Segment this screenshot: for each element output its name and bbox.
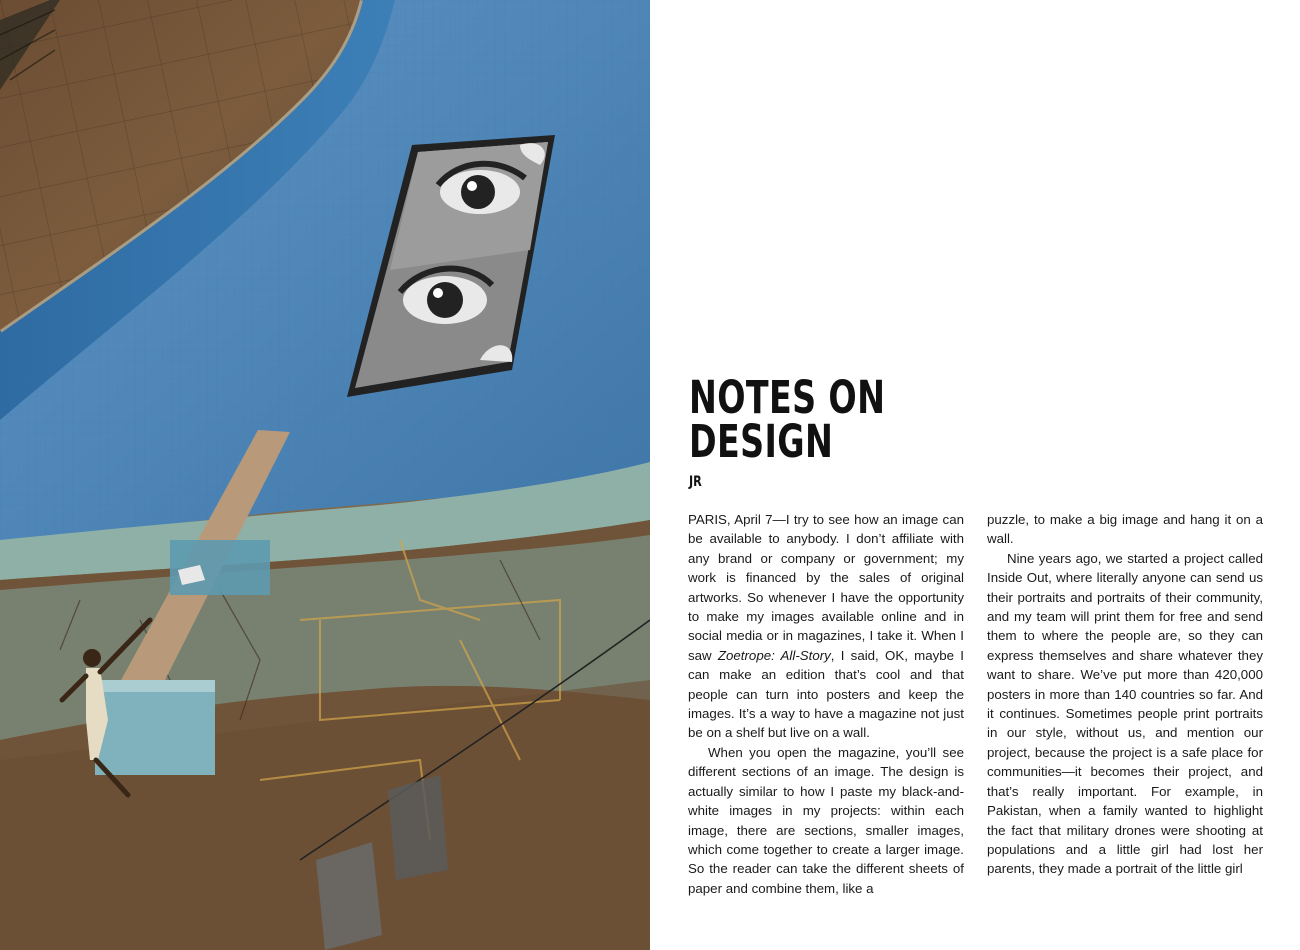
paragraph-text: PARIS, April 7—I try to see how an image can be available to anybody. I don’t affiliate with any brand or company or government; my work is financed by the sales of original artworks. So whenever I have the opportunity to make my images available online and in social media or in magazines, I take it. When I saw bbox=[688, 512, 964, 663]
text-column-2 bbox=[987, 510, 1263, 879]
title-line-2: DESIGN bbox=[689, 415, 834, 468]
paragraph: puzzle, to make a big image and hang it on a wall. bbox=[987, 512, 1263, 547]
paragraph-text: , I said, OK, maybe I can make an edition that’s cool and that people can turn into posters and keep the images. It’s a way to have a magazine not just be on a shelf but live on a wall. bbox=[688, 647, 964, 741]
paragraph: Nine years ago, we started a project called Inside Out, where literally anyone can send us their portraits and portraits of their community, and my team will print them for free and send them to where the people are, so they can express themselves and share whatever they want to share. We’ve put more than 420,000 posters in more than 140 countries so far. And it continues. Sometimes people print portraits in our style, without us, and mention our project, because the project is a safe place for communities—it becomes their project, and that’s really important. For example, in Pakistan, when a family wanted to highlight the fact that military drones were shooting at populations and a little girl had lost her parents, they made a portrait of the little girl bbox=[987, 550, 1263, 877]
title-line-1: NOTES ON bbox=[689, 371, 886, 424]
article-title bbox=[689, 371, 886, 468]
author-byline: JR bbox=[689, 474, 702, 490]
magazine-title-italic: Zoetrope: All-Story bbox=[717, 647, 831, 663]
paragraph: When you open the magazine, you’ll see different sections of an image. The design is actually similar to how I paste my black-and-white images in my projects: within each image, there are sections, smaller images, which come together to create a larger image. So the reader can take the different sheets of paper and combine them, like a bbox=[688, 744, 964, 896]
text-column-1 bbox=[688, 510, 964, 898]
article-page bbox=[650, 0, 1300, 950]
paragraph bbox=[688, 510, 964, 743]
